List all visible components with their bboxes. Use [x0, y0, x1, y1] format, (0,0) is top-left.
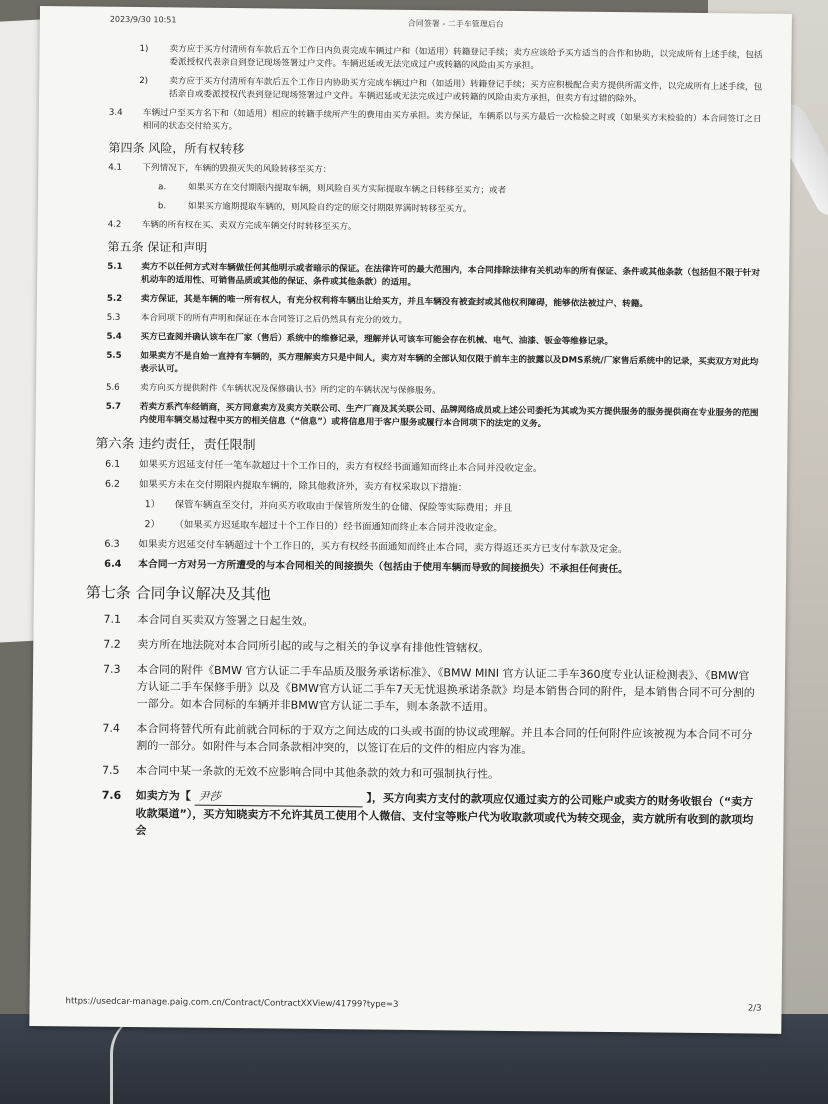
clause-item: 1) 卖方应于买方付清所有车款后五个工作日内负责完成车辆过户和（如适用）转籍登记手续；卖方应该给予买方适当的合作和协助，以完成所有上述手续，包括委派授权代表亲自到登记现场签署过户文件。车辆迟延或无法完成过户或转籍的风险由买方承担。 — [139, 44, 763, 72]
print-footer — [66, 996, 762, 1013]
clause-item: 2) 卖方应于买方付清所有车款后五个工作日内协助买方完成车辆过户和（如适用）转籍登记手续；买方应积极配合卖方提供所需文件，以完成所有上述手续，包括亲自或委派授权代表到登记现场签署过户文件。车辆迟延或无法完成过户或转籍的风险由卖方承担，但卖方有过错的除外。 — [139, 76, 763, 105]
clause-4-1: 4.1 下列情况下，车辆的毁损灭失的风险转移至买方： — [108, 162, 332, 176]
print-timestamp: 2023/9/30 10:51 — [109, 14, 177, 25]
print-title: 合同签署 - 二手车管理后台 — [407, 18, 504, 29]
clause-5-6: 5.6 卖方向买方提供附件《车辆状况及保修确认书》所约定的车辆状况与保修服务。 — [105, 382, 441, 397]
clause-6-2-2: 2） （如果买方迟延取车超过十个工作日的）经书面通知而终止本合同并没收定金。 — [144, 519, 503, 534]
section-7-title: 第七条 合同争议解决及其他 — [85, 583, 271, 604]
clause-5-1: 5.1 卖方不以任何方式对车辆做任何其他明示或者暗示的保证。在法律许可的最大范围内，本合同排除法律有关机动车的所有保证、条件或其他条款（包括但不限于针对机动车的适用性、可销售品质或其他的保证、条件或其他条款）的适用。 — [107, 261, 761, 288]
clause-7-1: 7.1 本合同自买卖双方签署之日起生效。 — [103, 612, 314, 628]
clause-6-1: 6.1 如果买方迟延支付任一笔车款超过十个工作日的，卖方有权经书面通知而终止本合同并没收定金。 — [105, 458, 543, 475]
clause-6-3: 6.3 如果卖方迟延交付车辆超过十个工作日的，买方有权经书面通知而终止本合同，卖方得返还买方已支付车款及定金。 — [104, 538, 628, 556]
page-url: https://usedcar-manage.paig.com.cn/Contract/ContractXXView/41799?type=3 — [65, 996, 399, 1010]
clause-5-4: 5.4 买方已查阅并确认该车在厂家（售后）系统中的维修记录，理解并认可该车可能会存在机械、电气、油漆、钣金等维修记录。 — [106, 331, 614, 348]
clause-5-3: 5.3 本合同项下的所有声明和保证在本合同签订之后仍然具有充分的效力。 — [106, 312, 408, 326]
page-number: 2/3 — [747, 1003, 762, 1014]
contract-body — [85, 43, 763, 854]
clause-6-2-1: 1） 保管车辆直至交付，并向买方收取由于保管所发生的仓储、保险等实际费用；并且 — [144, 499, 513, 514]
clause-5-2: 5.2 卖方保证，其是车辆的唯一所有权人，有充分权利将车辆出让给买方，并且车辆没有被查封或其他权利障碍，能够依法被过户、转籍。 — [106, 293, 649, 310]
contract-page — [29, 6, 792, 1034]
clause-5-5: 5.5 如果卖方不是自始一直持有车辆的，买方理解卖方只是中间人，卖方对车辆的全部认知仅限于前车主的披露以及DMS系统/厂家售后系统中的记录，买卖双方对此均表示认可。 — [106, 350, 759, 375]
clause-4-1-a: a. 如果买方在交付期限内提取车辆，则风险自买方实际提取车辆之日转移至买方；或者 — [158, 182, 507, 196]
clause-6-2: 6.2 如果买方未在交付期限内提取车辆的，除其他救济外，卖方有权采取以下措施： — [104, 478, 468, 494]
seller-name-field: 尹莎 — [194, 788, 362, 808]
clause-7-4: 7.4 本合同将替代所有此前就合同标的于双方之间达成的口头或书面的协议或理解。并且本合同的任何附件应该被视为本合同不可分割的一部分。如附件与本合同条款相冲突的，以签订在后的文件的相应内容为准。 — [102, 721, 753, 757]
clause-3-4: 3.4 车辆过户至买方名下和（如适用）相应的转籍手续所产生的费用由买方承担。卖方保证，车辆系以与买方最后一次检验之时或（如果买方未检验的）本合同签订之日相同的状态交付给买方。 — [108, 107, 762, 133]
print-header — [110, 15, 752, 33]
section-6-title: 第六条 违约责任，责任限制 — [95, 436, 256, 454]
section-4-title: 第四条 风险，所有权转移 — [108, 140, 245, 157]
clause-4-1-b: b. 如果买方逾期提取车辆的，则风险自约定的原交付期限界满时转移至买方。 — [157, 201, 472, 215]
section-5-title: 第五条 保证和声明 — [107, 239, 208, 255]
clause-7-2: 7.2 卖方所在地法院对本合同所引起的或与之相关的争议享有排他性管辖权。 — [103, 637, 490, 655]
clause-6-4: 6.4 本合同一方对另一方所遭受的与本合同相关的间接损失（包括由于使用车辆而导致的间接损失）不承担任何责任。 — [104, 558, 629, 576]
clause-5-7: 5.7 若卖方系汽车经销商，买方同意卖方及卖方关联公司、生产厂商及其关联公司、品牌网络成员或上述公司委托为其或为买方提供服务的服务提供商在专业服务的范围内使用车辆交易过程中买方的相关信息（“信息”）或将信息用于客户服务或履行本合同项下的法定的义务。 — [105, 401, 759, 430]
clause-7-5: 7.5 本合同中某一条款的无效不应影响合同中其他条款的效力和可强制执行性。 — [101, 763, 500, 781]
clause-7-3: 7.3 本合同的附件《BMW 官方认证二手车品质及服务承诺标准》、《BMW MINI 官方认证二手车360度专业认证检测表》、《BMW官方认证二手车保修手册》以及《BMW官方认证二手车7天无忧退换承诺条款》均是本销售合同的附件，是本销售合同不可分割的一部分。如本合同标的车辆并非BMW官方认证二手车，则本条款不适用。 — [102, 662, 755, 714]
clause-4-2: 4.2 车辆的所有权在买、卖双方完成车辆交付时转移至买方。 — [107, 219, 357, 233]
clause-7-6: 7.6 如卖方为【 尹莎 】，买方向卖方支付的款项应仅通过卖方的公司账户或卖方的财务收银台（“卖方收款渠道”），买方知晓卖方不允许其员工使用个人微信、支付宝等账户代为收取款项或代为转交现金，卖方就所有收到的款项均会 — [101, 788, 754, 838]
